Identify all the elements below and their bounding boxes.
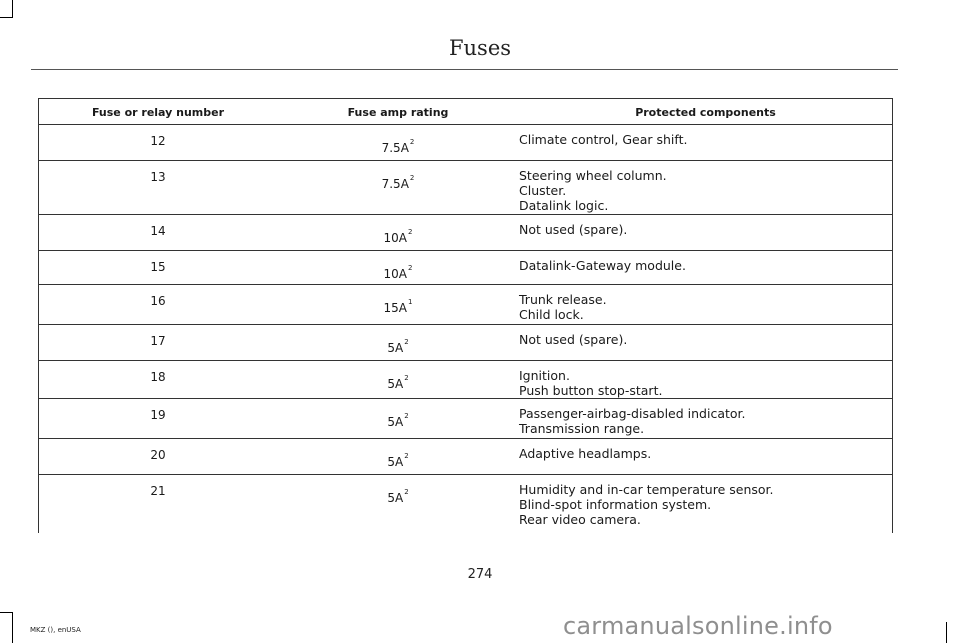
amp-rating xyxy=(277,399,519,438)
amp-value: 5A xyxy=(387,455,404,469)
table-row xyxy=(38,125,893,161)
crop-mark xyxy=(0,17,12,18)
component-line: Rear video camera. xyxy=(519,512,641,527)
fuse-number: 12 xyxy=(150,134,166,148)
amp-value: 7.5A xyxy=(381,141,409,155)
table-header-row xyxy=(38,98,893,125)
component-line: Climate control, Gear shift. xyxy=(519,132,688,147)
fuse-number: 17 xyxy=(150,334,166,348)
footnote-marker: 2 xyxy=(404,338,409,346)
table-body xyxy=(38,125,893,533)
component-line: Blind-spot information system. xyxy=(519,497,712,512)
amp-rating xyxy=(277,161,519,214)
table-row xyxy=(38,439,893,475)
column-header-fuse-number: Fuse or relay number xyxy=(91,106,225,119)
amp-rating xyxy=(277,285,519,324)
footnote-marker: 2 xyxy=(404,374,409,382)
crop-mark xyxy=(946,622,947,643)
amp-value: 7.5A xyxy=(381,177,409,191)
amp-value: 15A xyxy=(383,301,407,315)
fuse-number: 18 xyxy=(150,370,166,384)
fuse-number: 21 xyxy=(150,484,166,498)
component-line: Ignition. xyxy=(519,368,570,383)
table-row xyxy=(38,325,893,361)
table-row xyxy=(38,251,893,285)
component-line: Push button stop-start. xyxy=(519,383,663,398)
fuse-table xyxy=(38,98,893,533)
amp-rating xyxy=(277,215,519,250)
amp-rating xyxy=(277,125,519,160)
amp-rating xyxy=(277,325,519,360)
watermark: carmanualsonline.info xyxy=(563,612,833,640)
protected-components xyxy=(519,285,892,324)
fuse-number: 16 xyxy=(150,294,166,308)
fuse-number: 20 xyxy=(150,448,166,462)
table-row xyxy=(38,361,893,399)
component-line: Datalink logic. xyxy=(519,198,609,213)
table-row xyxy=(38,285,893,325)
fuse-number: 19 xyxy=(150,408,166,422)
table-row xyxy=(38,475,893,533)
amp-value: 5A xyxy=(387,491,404,505)
crop-mark xyxy=(12,612,13,643)
amp-rating xyxy=(277,251,519,284)
component-line: Not used (spare). xyxy=(519,222,628,237)
column-header-protected-components: Protected components xyxy=(635,106,776,119)
component-line: Adaptive headlamps. xyxy=(519,446,652,461)
protected-components xyxy=(519,251,892,284)
amp-value: 5A xyxy=(387,415,404,429)
component-line: Passenger-airbag-disabled indicator. xyxy=(519,406,746,421)
footnote-marker: 2 xyxy=(409,174,415,182)
table-row xyxy=(38,215,893,251)
amp-rating xyxy=(277,361,519,398)
footnote-marker: 2 xyxy=(408,264,413,272)
table-row xyxy=(38,161,893,215)
footnote-marker: 2 xyxy=(404,488,409,496)
fuse-number: 14 xyxy=(150,224,166,238)
page-number: 274 xyxy=(467,567,493,582)
footer-meta: MKZ (), enUSA xyxy=(30,626,81,634)
amp-value: 5A xyxy=(387,341,404,355)
component-line: Steering wheel column. xyxy=(519,168,667,183)
fuse-number: 15 xyxy=(150,260,166,274)
protected-components xyxy=(519,361,892,398)
page-title: Fuses xyxy=(448,36,512,60)
footnote-marker: 2 xyxy=(408,228,413,236)
component-line: Child lock. xyxy=(519,307,584,322)
component-line: Datalink-Gateway module. xyxy=(519,258,686,273)
protected-components xyxy=(519,439,892,474)
footnote-marker: 2 xyxy=(404,452,409,460)
component-line: Cluster. xyxy=(519,183,567,198)
component-line: Transmission range. xyxy=(519,421,645,436)
protected-components xyxy=(519,325,892,360)
crop-mark xyxy=(12,0,13,18)
fuse-number: 13 xyxy=(150,170,166,184)
title-divider xyxy=(31,69,898,70)
component-line: Humidity and in-car temperature sensor. xyxy=(519,482,774,497)
component-line: Trunk release. xyxy=(519,292,607,307)
column-header-amp-rating: Fuse amp rating xyxy=(347,106,449,119)
amp-value: 10A xyxy=(383,231,407,245)
footnote-marker: 2 xyxy=(409,138,415,146)
footnote-marker: 1 xyxy=(408,298,413,306)
footnote-marker: 2 xyxy=(404,412,409,420)
protected-components xyxy=(519,215,892,250)
protected-components xyxy=(519,399,892,438)
component-line: Not used (spare). xyxy=(519,332,628,347)
amp-rating xyxy=(277,439,519,474)
protected-components xyxy=(519,125,892,160)
amp-value: 10A xyxy=(383,267,407,281)
amp-value: 5A xyxy=(387,377,404,391)
table-row xyxy=(38,399,893,439)
protected-components xyxy=(519,475,892,533)
protected-components xyxy=(519,161,892,214)
amp-rating xyxy=(277,475,519,533)
crop-mark xyxy=(0,612,12,613)
